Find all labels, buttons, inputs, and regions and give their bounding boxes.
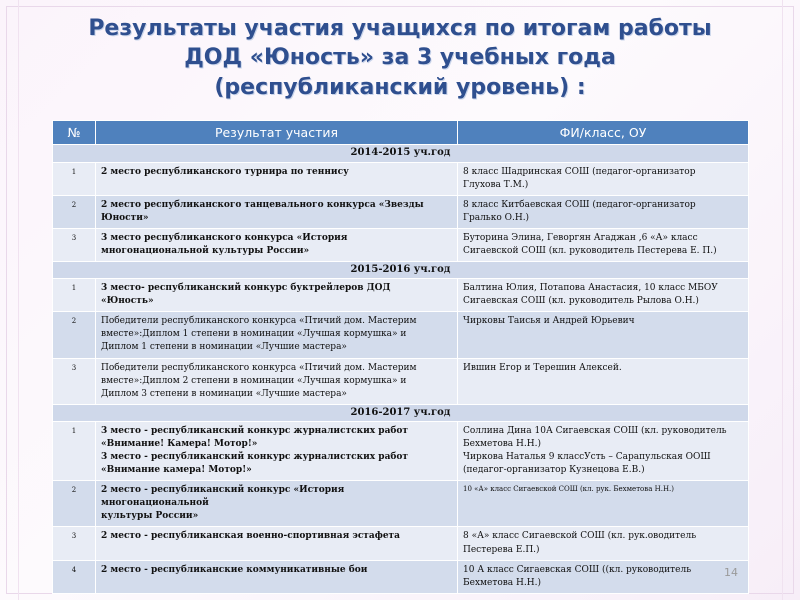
row-number: 3 xyxy=(53,527,96,560)
table-row xyxy=(53,527,749,560)
participant-cell xyxy=(458,312,749,358)
year-label: 2016-2017 уч.год xyxy=(53,404,749,422)
participant-cell xyxy=(458,279,749,312)
participant-text: Гралько О.Н.) xyxy=(463,212,530,223)
row-number: 2 xyxy=(53,195,96,228)
result-cell xyxy=(96,279,458,312)
result-text: Диплом 1 степени в номинации «Лучшие мастера» xyxy=(101,342,347,353)
participant-text: 8 «А» класс Сигаевской СОШ (кл. рук.оводитель xyxy=(463,531,697,542)
result-text: многонациональной культуры России» xyxy=(101,245,310,256)
result-text: 2 место республиканского турнира по теннису xyxy=(101,166,349,177)
participant-text: 8 класс Китбаевская СОШ (педагог-организатор xyxy=(463,199,696,210)
result-cell xyxy=(96,481,458,527)
year-label: 2015-2016 уч.год xyxy=(53,261,749,279)
participant-text: Сигаевская СОШ (кл. руководитель Рылова О.Н.) xyxy=(463,296,699,307)
table-header-row xyxy=(53,121,749,145)
participant-text: Сигаевской СОШ (кл. руководитель Пестерева Е. П.) xyxy=(463,245,717,256)
participant-cell xyxy=(458,195,749,228)
result-text: Юности» xyxy=(101,212,149,223)
participant-text: 10 А класс Сигаевская СОШ ((кл. руководитель xyxy=(463,564,692,575)
participant-text: Чирковы Таисья и Андрей Юрьевич xyxy=(463,316,635,327)
result-text: 2 место - республиканский конкурс «История многонациональной xyxy=(101,485,345,509)
result-cell xyxy=(96,560,458,593)
result-cell xyxy=(96,162,458,195)
result-text: 3 место - республиканский конкурс журналистских работ xyxy=(101,426,409,437)
participant-cell xyxy=(458,358,749,404)
result-text: «Внимание! Камера! Мотор!» xyxy=(101,439,258,450)
participant-text: Соллина Дина 10А Сигаевская СОШ (кл. руководитель xyxy=(463,426,727,437)
row-number: 1 xyxy=(53,279,96,312)
result-text: Победители республиканского конкурса «Птичий дом. Мастерим xyxy=(101,362,417,373)
title-line-2: ДОД «Юность» за 3 учебных года xyxy=(184,45,616,71)
row-number: 1 xyxy=(53,162,96,195)
participant-text: (педагог-организатор Кузнецова Е.В.) xyxy=(463,465,645,476)
page-number: 14 xyxy=(724,566,738,579)
table-row xyxy=(53,422,749,481)
result-text: культуры России» xyxy=(101,511,199,522)
table-body xyxy=(53,145,749,594)
result-text: вместе»:Диплом 2 степени в номинации «Лучшая кормушка» и xyxy=(101,375,407,386)
participant-cell xyxy=(458,228,749,261)
decorative-line xyxy=(782,0,783,600)
result-cell xyxy=(96,527,458,560)
results-table xyxy=(52,120,749,594)
header-result: Результат участия xyxy=(96,121,458,145)
participant-text: Бехметова Н.Н.) xyxy=(463,577,541,588)
result-cell xyxy=(96,195,458,228)
year-row xyxy=(53,261,749,279)
participant-cell xyxy=(458,162,749,195)
year-label: 2014-2015 уч.год xyxy=(53,145,749,163)
title-line-3: (республиканский уровень) : xyxy=(214,74,586,100)
participant-text: 8 класс Шадринская СОШ (педагог-организатор xyxy=(463,166,696,177)
participant-text: Бехметова Н.Н.) xyxy=(463,439,541,450)
header-number: № xyxy=(53,121,96,145)
table-row xyxy=(53,228,749,261)
table-row xyxy=(53,195,749,228)
title-line-1: Результаты участия учащихся по итогам работы xyxy=(88,16,712,41)
participant-text: Балтина Юлия, Потапова Анастасия, 10 класс МБОУ xyxy=(463,283,718,294)
result-text: вместе»:Диплом 1 степени в номинации «Лучшая кормушка» и xyxy=(101,329,407,340)
participant-cell xyxy=(458,481,749,527)
participant-text: Чиркова Наталья 9 классУсть – Сарапульская ООШ xyxy=(463,452,711,463)
row-number: 2 xyxy=(53,312,96,358)
participant-text: Буторина Элина, Геворгян Агаджан ,6 «А» класс xyxy=(463,232,698,243)
result-cell xyxy=(96,358,458,404)
row-number: 3 xyxy=(53,228,96,261)
table-row xyxy=(53,312,749,358)
year-row xyxy=(53,404,749,422)
row-number: 3 xyxy=(53,358,96,404)
table-row xyxy=(53,481,749,527)
table-row xyxy=(53,560,749,593)
result-text: 3 место республиканского конкурса «История xyxy=(101,232,348,243)
result-text: 3 место- республиканский конкурс буктрейлеров ДОД xyxy=(101,283,391,294)
participant-text: Глухова Т.М.) xyxy=(463,179,529,190)
result-text: 2 место - республиканские коммуникативные бои xyxy=(101,564,368,575)
participant-text: Пестерева Е.П.) xyxy=(463,544,540,555)
result-cell xyxy=(96,228,458,261)
result-text: Победители республиканского конкурса «Птичий дом. Мастерим xyxy=(101,316,417,327)
result-text: 2 место - республиканская военно-спортивная эстафета xyxy=(101,531,400,542)
result-cell xyxy=(96,422,458,481)
participant-text: 10 «А» класс Сигаевской СОШ (кл. рук. Бехметова Н.Н.) xyxy=(463,485,675,494)
participant-cell xyxy=(458,560,749,593)
slide-title xyxy=(40,14,760,102)
result-cell xyxy=(96,312,458,358)
decorative-line xyxy=(18,0,19,600)
result-text: «Внимание камера! Мотор!» xyxy=(101,465,252,476)
participant-cell xyxy=(458,422,749,481)
header-participant: ФИ/класс, ОУ xyxy=(458,121,749,145)
participant-text: Ившин Егор и Терешин Алексей. xyxy=(463,362,622,373)
result-text: Диплом 3 степени в номинации «Лучшие мастера» xyxy=(101,388,347,399)
table-row xyxy=(53,358,749,404)
row-number: 2 xyxy=(53,481,96,527)
table-row xyxy=(53,279,749,312)
result-text: 2 место республиканского танцевального конкурса «Звезды xyxy=(101,199,424,210)
table-row xyxy=(53,162,749,195)
year-row xyxy=(53,145,749,163)
participant-cell xyxy=(458,527,749,560)
row-number: 4 xyxy=(53,560,96,593)
result-text: «Юность» xyxy=(101,296,154,307)
result-text: 3 место - республиканский конкурс журналистских работ xyxy=(101,452,409,463)
row-number: 1 xyxy=(53,422,96,481)
